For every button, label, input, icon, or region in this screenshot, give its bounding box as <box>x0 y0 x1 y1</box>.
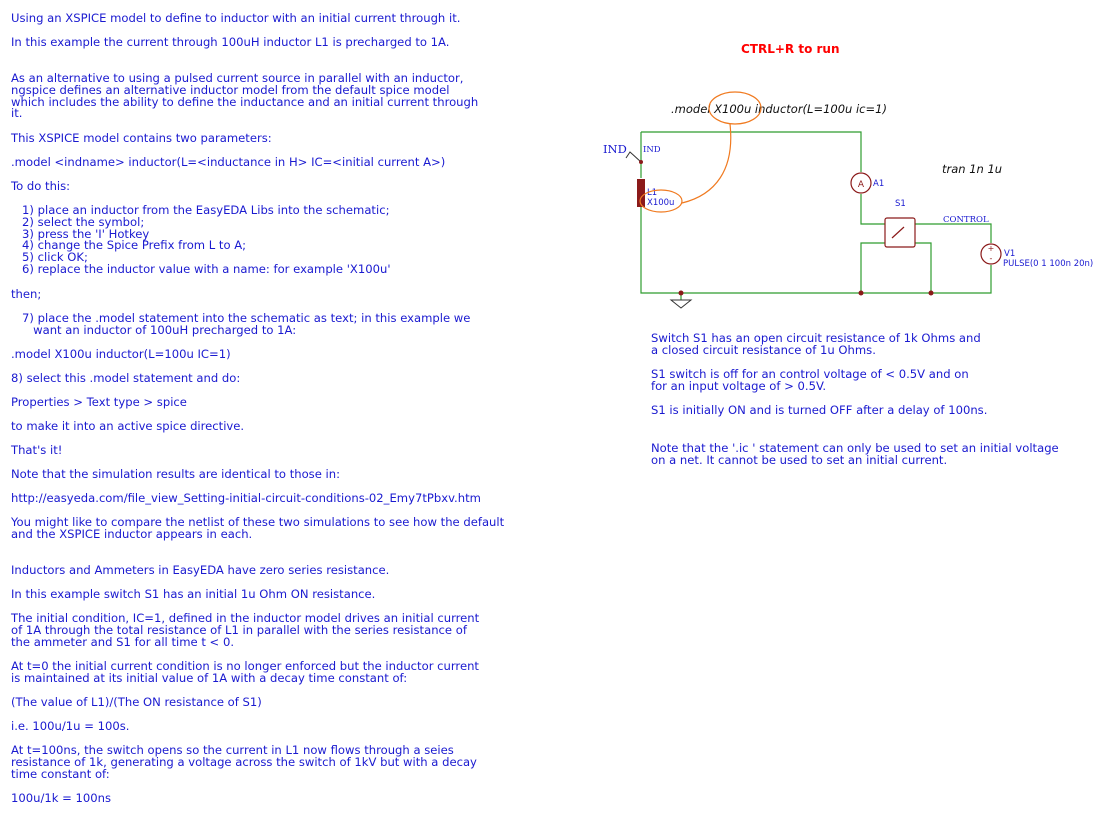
inductor-body <box>637 179 645 207</box>
then-text: then; <box>11 287 42 301</box>
intro-example-text: In this example the current through 100uH inductor L1 is precharged to 1A. <box>11 35 450 49</box>
wire-top <box>641 132 861 172</box>
t0-paragraph: At t=0 the initial current condition is no longer enforced but the inductor current is maintained at its initial value of 1A with a decay time constant of: <box>11 659 479 685</box>
alternative-paragraph: As an alternative to using a pulsed current source in parallel with an inductor, ngspice defines an alternative inductor model from the default spice model which includes the ability to define the inductance and an initial current through it. <box>11 71 479 121</box>
time-constant-value-text: i.e. 100u/1u = 100s. <box>11 719 130 733</box>
wire-bottom <box>641 207 991 293</box>
step7-text: 7) place the .model statement into the schematic as text; in this example we want an inductor of 100uH precharged to 1A: <box>22 311 471 337</box>
switch-s1[interactable] <box>885 199 915 247</box>
source-value: PULSE(0 1 100n 20n) <box>1003 259 1094 269</box>
active-directive-text: to make it into an active spice directive. <box>11 419 245 433</box>
zero-resistance-text: Inductors and Ammeters in EasyEDA have zero series resistance. <box>11 563 390 577</box>
annotation-connector <box>682 124 731 203</box>
decay-formula-text: 100u/1k = 100ns <box>11 791 112 805</box>
voltage-source-v1[interactable] <box>981 244 1093 269</box>
ground-icon[interactable] <box>671 300 691 308</box>
intro-title-text: Using an XSPICE model to define to inductor with an initial current through it. <box>11 11 461 25</box>
switch-resistance-paragraph: Switch S1 has an open circuit resistance of 1k Ohms and a closed circuit resistance of 1u Ohms. <box>651 331 981 357</box>
parameters-text: This XSPICE model contains two parameters: <box>11 131 272 145</box>
junction-ground <box>679 291 684 296</box>
junction-switch-left <box>859 291 864 296</box>
switch-on-resistance-text: In this example switch S1 has an initial 1u Ohm ON resistance. <box>11 587 376 601</box>
netlabel-ind-small: IND <box>643 145 661 155</box>
steps-list: 1) place an inductor from the EasyEDA Libs into the schematic; 2) select the symbol; 3) press the 'I' Hotkey 4) change the Spice Prefix from L to A; 5) click OK; 6) replace the inductor value with a name: for example 'X100u' <box>22 203 391 276</box>
time-constant-formula-text: (The value of L1)/(The ON resistance of S1) <box>11 695 262 709</box>
ammeter-a1[interactable] <box>851 173 884 193</box>
reference-link[interactable]: http://easyeda.com/file_view_Setting-initial-circuit-conditions-02_Emy7tPbxv.htm <box>11 491 481 505</box>
junction-switch-right <box>929 291 934 296</box>
todo-heading-text: To do this: <box>11 179 71 193</box>
compare-paragraph: You might like to compare the netlist of these two simulations to see how the default and the XSPICE inductor appears in each. <box>11 515 505 541</box>
wire-switch-return <box>861 243 931 293</box>
properties-path-text: Properties > Text type > spice <box>11 395 187 409</box>
inductor-l1[interactable] <box>637 160 674 208</box>
switch-threshold-paragraph: S1 switch is off for an control voltage of < 0.5V and on for an input voltage of > 0.5V. <box>651 367 969 393</box>
t100-paragraph: At t=100ns, the switch opens so the current in L1 now flows through a seies resistance of 1k, generating a voltage across the switch of 1kV but with a decay time constant of: <box>11 743 477 781</box>
netlabel-ind-large: IND <box>603 142 627 156</box>
run-hint-text: CTRL+R to run <box>741 42 840 56</box>
netlabel-control[interactable]: CONTROL <box>943 215 989 225</box>
inductor-ref: L1 <box>647 188 658 198</box>
source-ref: V1 <box>1004 249 1016 259</box>
netflag-icon <box>626 152 641 162</box>
source-minus: - <box>989 254 993 263</box>
model-directive[interactable]: .model X100u inductor(L=100u ic=1) <box>671 102 887 116</box>
ammeter-symbol: A <box>857 180 865 190</box>
inductor-value: X100u <box>647 198 675 208</box>
model-example-text: .model X100u inductor(L=100u IC=1) <box>11 347 231 361</box>
identical-results-text: Note that the simulation results are identical to those in: <box>11 467 341 481</box>
initial-condition-paragraph: The initial condition, IC=1, defined in the inductor model drives an initial current of 1A through the total resistance of L1 in parallel with the series resistance of the ammeter and S1 for all time t < 0. <box>11 611 480 649</box>
model-syntax-text: .model <indname> inductor(L=<inductance in H> IC=<initial current A>) <box>11 155 446 169</box>
wire-ammeter-switch <box>861 194 885 224</box>
ic-note-paragraph: Note that the '.ic ' statement can only be used to set an initial voltage on a net. It cannot be used to set an initial current. <box>651 441 1059 467</box>
ammeter-ref: A1 <box>873 179 885 189</box>
netlabel-ind[interactable] <box>603 142 661 162</box>
switch-body <box>885 218 915 247</box>
switch-initial-state-text: S1 is initially ON and is turned OFF after a delay of 100ns. <box>651 403 988 417</box>
wires <box>641 132 991 300</box>
source-plus: + <box>987 244 995 253</box>
step8-text: 8) select this .model statement and do: <box>11 371 241 385</box>
thats-it-text: That's it! <box>11 443 63 457</box>
switch-ref: S1 <box>895 199 906 209</box>
tran-directive[interactable]: tran 1n 1u <box>942 162 1003 176</box>
inductor-pin-icon <box>639 160 643 164</box>
wire-control <box>915 224 991 243</box>
